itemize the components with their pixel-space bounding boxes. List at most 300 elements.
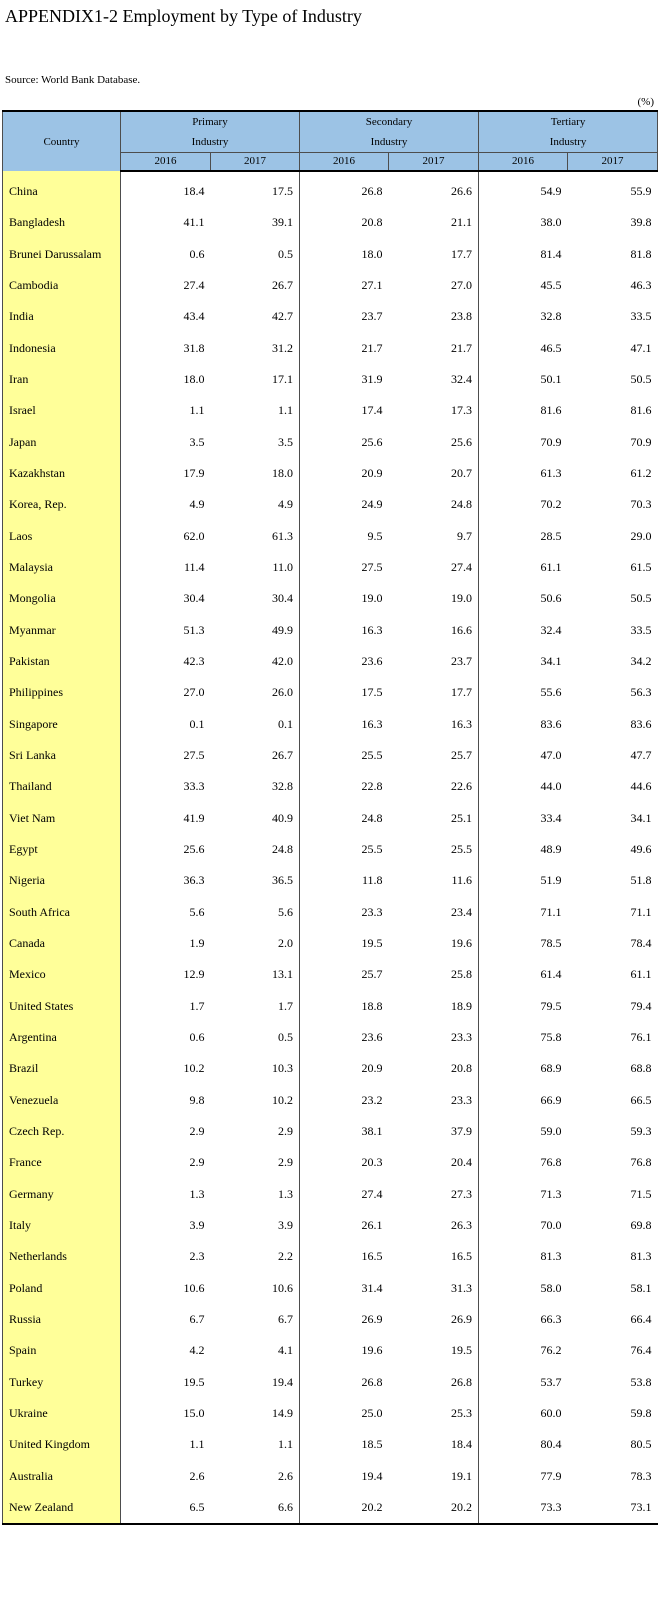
table-row (3, 1366, 658, 1397)
value-cell: 73.1 (568, 1492, 658, 1524)
value-cell: 1.1 (189, 1437, 205, 1452)
value-cell: 10.3 (211, 1053, 300, 1084)
value-cell: 46.3 (630, 278, 652, 293)
value-cell: 23.3 (389, 1085, 479, 1116)
value-cell: 31.8 (183, 340, 205, 355)
country-cell: Netherlands (3, 1241, 121, 1272)
table-row (3, 615, 658, 646)
value-cell: 33.3 (183, 779, 205, 794)
value-cell: 47.1 (630, 340, 652, 355)
value-cell: 30.4 (183, 591, 205, 606)
table-row (3, 865, 658, 896)
value-cell: 20.7 (389, 458, 479, 489)
value-cell: 25.7 (389, 740, 479, 771)
table-row (3, 1116, 658, 1147)
value-cell: 80.4 (540, 1437, 562, 1452)
value-cell: 30.4 (211, 583, 300, 614)
value-cell: 23.8 (389, 301, 479, 332)
header-secondary-line2: Industry (370, 136, 408, 148)
value-cell: 59.3 (630, 1124, 652, 1138)
value-cell: 76.1 (630, 1030, 652, 1045)
value-cell: 69.8 (630, 1217, 652, 1232)
value-cell: 81.3 (540, 1249, 562, 1264)
table-row (3, 709, 658, 740)
table-row (3, 646, 658, 677)
header-year: 2016 (121, 153, 211, 172)
value-cell: 55.9 (630, 184, 652, 199)
value-cell: 33.5 (630, 622, 652, 637)
value-cell: 68.8 (630, 1061, 652, 1076)
table-row (3, 583, 658, 614)
value-cell: 19.6 (389, 928, 479, 959)
value-cell: 0.6 (189, 1030, 205, 1045)
value-cell: 80.5 (630, 1437, 652, 1452)
country-cell: Poland (3, 1272, 121, 1303)
value-cell: 71.3 (540, 1186, 562, 1201)
header-secondary (300, 111, 479, 153)
value-cell: 18.4 (389, 1429, 479, 1460)
value-cell: 34.2 (630, 654, 652, 669)
value-cell: 25.0 (361, 1405, 383, 1420)
value-cell: 19.0 (361, 591, 383, 606)
table-row (3, 458, 658, 489)
table-row (3, 803, 658, 834)
country-cell: Japan (3, 427, 121, 458)
value-cell: 10.6 (211, 1272, 300, 1303)
value-cell: 23.6 (361, 1030, 383, 1045)
value-cell: 17.5 (361, 685, 383, 700)
value-cell: 44.6 (630, 779, 652, 794)
country-cell: United States (3, 991, 121, 1022)
value-cell: 0.6 (189, 246, 205, 261)
value-cell: 10.2 (183, 1061, 205, 1076)
value-cell: 27.5 (361, 560, 383, 575)
value-cell: 6.7 (211, 1304, 300, 1335)
value-cell: 18.0 (211, 458, 300, 489)
table-row (3, 1053, 658, 1084)
value-cell: 2.9 (211, 1116, 300, 1147)
value-cell: 50.5 (630, 591, 652, 606)
value-cell: 20.3 (361, 1155, 383, 1170)
value-cell: 31.2 (211, 333, 300, 364)
country-cell: Egypt (3, 834, 121, 865)
value-cell: 23.7 (389, 646, 479, 677)
value-cell: 1.1 (189, 403, 205, 418)
country-cell: Cambodia (3, 270, 121, 301)
country-cell: Pakistan (3, 646, 121, 677)
table-row (3, 1304, 658, 1335)
country-cell: Brazil (3, 1053, 121, 1084)
table-row (3, 1398, 658, 1429)
table-body (3, 171, 658, 1524)
value-cell: 42.7 (211, 301, 300, 332)
value-cell: 16.3 (361, 716, 383, 731)
header-country: Country (3, 111, 121, 171)
value-cell: 4.1 (211, 1335, 300, 1366)
value-cell: 18.9 (389, 991, 479, 1022)
table-row (3, 395, 658, 426)
value-cell: 44.0 (540, 779, 562, 794)
value-cell: 1.3 (211, 1179, 300, 1210)
value-cell: 19.4 (211, 1366, 300, 1397)
value-cell: 59.8 (630, 1405, 652, 1420)
value-cell: 61.3 (211, 521, 300, 552)
value-cell: 25.8 (389, 959, 479, 990)
value-cell: 42.0 (211, 646, 300, 677)
header-tertiary-line2: Industry (549, 136, 587, 148)
value-cell: 47.7 (630, 748, 652, 763)
table-row (3, 239, 658, 270)
country-cell: Germany (3, 1179, 121, 1210)
value-cell: 11.0 (211, 552, 300, 583)
country-cell: Venezuela (3, 1085, 121, 1116)
value-cell: 42.3 (183, 654, 205, 669)
value-cell: 26.7 (211, 740, 300, 771)
country-cell: Canada (3, 928, 121, 959)
value-cell: 77.9 (540, 1468, 562, 1483)
table-row (3, 1492, 658, 1524)
country-cell: Brunei Darussalam (3, 239, 121, 270)
table-row (3, 427, 658, 458)
page-title: APPENDIX1-2 Employment by Type of Industry (5, 6, 362, 26)
table-row (3, 489, 658, 520)
country-cell: Korea, Rep. (3, 489, 121, 520)
table-row (3, 1460, 658, 1491)
value-cell: 66.4 (630, 1311, 652, 1326)
country-cell: Malaysia (3, 552, 121, 583)
value-cell: 2.9 (189, 1124, 205, 1138)
value-cell: 46.5 (540, 340, 562, 355)
value-cell: 58.1 (630, 1280, 652, 1295)
value-cell: 66.5 (630, 1092, 652, 1107)
value-cell: 32.8 (211, 771, 300, 802)
value-cell: 16.3 (389, 709, 479, 740)
value-cell: 1.1 (211, 395, 300, 426)
value-cell: 13.1 (211, 959, 300, 990)
value-cell: 25.1 (389, 803, 479, 834)
table-row (3, 333, 658, 364)
value-cell: 2.6 (211, 1460, 300, 1491)
value-cell: 2.2 (211, 1241, 300, 1272)
header-tertiary-line1: Tertiary (550, 116, 586, 128)
country-cell: United Kingdom (3, 1429, 121, 1460)
value-cell: 20.2 (389, 1492, 479, 1524)
country-cell: Indonesia (3, 333, 121, 364)
value-cell: 33.5 (630, 309, 652, 324)
unit-label: (%) (637, 96, 654, 108)
value-cell: 76.4 (630, 1343, 652, 1358)
value-cell: 51.9 (540, 873, 562, 888)
value-cell: 66.3 (540, 1311, 562, 1326)
table-row (3, 552, 658, 583)
value-cell: 24.9 (361, 497, 383, 512)
value-cell: 2.6 (189, 1468, 205, 1483)
value-cell: 25.6 (361, 434, 383, 449)
value-cell: 34.1 (630, 810, 652, 825)
value-cell: 36.5 (211, 865, 300, 896)
value-cell: 55.6 (540, 685, 562, 700)
value-cell: 19.1 (389, 1460, 479, 1491)
value-cell: 11.4 (183, 560, 205, 575)
country-cell: Ukraine (3, 1398, 121, 1429)
value-cell: 22.6 (389, 771, 479, 802)
value-cell: 70.3 (630, 497, 652, 512)
table-row (3, 270, 658, 301)
value-cell: 20.8 (361, 215, 383, 230)
value-cell: 14.9 (211, 1398, 300, 1429)
value-cell: 4.9 (211, 489, 300, 520)
value-cell: 45.5 (540, 278, 562, 293)
value-cell: 73.3 (479, 1492, 568, 1524)
value-cell: 18.4 (183, 184, 205, 199)
value-cell: 2.0 (211, 928, 300, 959)
value-cell: 23.3 (389, 1022, 479, 1053)
country-cell: Italy (3, 1210, 121, 1241)
header-year: 2016 (300, 153, 389, 172)
value-cell: 62.0 (183, 528, 205, 543)
value-cell: 17.1 (211, 364, 300, 395)
value-cell: 32.8 (540, 309, 562, 324)
value-cell: 16.6 (389, 615, 479, 646)
value-cell: 19.5 (389, 1335, 479, 1366)
value-cell: 81.6 (540, 403, 562, 418)
value-cell: 1.7 (189, 998, 205, 1013)
value-cell: 50.5 (630, 372, 652, 387)
value-cell: 4.2 (189, 1343, 205, 1358)
value-cell: 34.1 (540, 654, 562, 669)
value-cell: 6.7 (189, 1311, 205, 1326)
value-cell: 40.9 (211, 803, 300, 834)
value-cell: 41.1 (183, 215, 205, 230)
table-row (3, 1022, 658, 1053)
value-cell: 18.0 (361, 246, 383, 261)
value-cell: 31.9 (361, 372, 383, 387)
value-cell: 36.3 (183, 873, 205, 888)
country-cell: Kazakhstan (3, 458, 121, 489)
table-row (3, 1179, 658, 1210)
country-cell: New Zealand (3, 1492, 121, 1524)
country-cell: Bangladesh (3, 207, 121, 238)
value-cell: 26.6 (389, 171, 479, 207)
country-cell: China (3, 171, 121, 207)
country-cell: Czech Rep. (3, 1116, 121, 1147)
table-row (3, 897, 658, 928)
value-cell: 22.8 (361, 779, 383, 794)
value-cell: 59.0 (540, 1124, 562, 1138)
table-row (3, 364, 658, 395)
value-cell: 3.5 (189, 434, 205, 449)
value-cell: 0.1 (189, 716, 205, 731)
value-cell: 9.5 (367, 528, 383, 543)
value-cell: 23.7 (361, 309, 383, 324)
value-cell: 11.8 (361, 873, 383, 888)
value-cell: 0.5 (211, 1022, 300, 1053)
value-cell: 26.3 (389, 1210, 479, 1241)
value-cell: 17.7 (389, 677, 479, 708)
country-cell: Russia (3, 1304, 121, 1335)
table-row (3, 1147, 658, 1178)
value-cell: 19.0 (389, 583, 479, 614)
value-cell: 23.4 (389, 897, 479, 928)
value-cell: 78.5 (540, 936, 562, 951)
value-cell: 21.1 (389, 207, 479, 238)
value-cell: 17.5 (211, 171, 300, 207)
value-cell: 41.9 (183, 810, 205, 825)
value-cell: 26.8 (361, 184, 383, 199)
country-cell: South Africa (3, 897, 121, 928)
country-cell: Argentina (3, 1022, 121, 1053)
value-cell: 68.9 (540, 1061, 562, 1076)
country-cell: Turkey (3, 1366, 121, 1397)
value-cell: 27.4 (183, 278, 205, 293)
value-cell: 17.3 (389, 395, 479, 426)
country-cell: India (3, 301, 121, 332)
table-row (3, 928, 658, 959)
table-row (3, 1241, 658, 1272)
value-cell: 71.1 (630, 904, 652, 919)
country-cell: Sri Lanka (3, 740, 121, 771)
value-cell: 26.0 (211, 677, 300, 708)
value-cell: 25.3 (389, 1398, 479, 1429)
value-cell: 81.8 (630, 246, 652, 261)
value-cell: 3.9 (189, 1217, 205, 1232)
value-cell: 83.6 (540, 716, 562, 731)
table-row (3, 207, 658, 238)
table-row (3, 834, 658, 865)
header-primary-line1: Primary (192, 116, 228, 128)
value-cell: 83.6 (630, 716, 652, 731)
value-cell: 38.1 (361, 1124, 383, 1138)
value-cell: 28.5 (540, 528, 562, 543)
value-cell: 61.2 (630, 466, 652, 481)
value-cell: 60.0 (540, 1405, 562, 1420)
value-cell: 24.8 (211, 834, 300, 865)
value-cell: 18.5 (361, 1437, 383, 1452)
value-cell: 50.1 (540, 372, 562, 387)
value-cell: 2.9 (189, 1155, 205, 1170)
value-cell: 25.5 (361, 842, 383, 857)
value-cell: 47.0 (540, 748, 562, 763)
table-row (3, 171, 658, 207)
value-cell: 20.4 (389, 1147, 479, 1178)
value-cell: 16.5 (361, 1249, 383, 1264)
value-cell: 20.8 (389, 1053, 479, 1084)
value-cell: 32.4 (389, 364, 479, 395)
value-cell: 58.0 (540, 1280, 562, 1295)
value-cell: 23.3 (361, 904, 383, 919)
value-cell: 53.7 (540, 1374, 562, 1389)
value-cell: 19.6 (361, 1343, 383, 1358)
value-cell: 54.9 (540, 184, 562, 199)
country-cell: Philippines (3, 677, 121, 708)
value-cell: 12.9 (183, 967, 205, 982)
table-row (3, 959, 658, 990)
header-year: 2017 (389, 153, 479, 172)
table-row (3, 677, 658, 708)
country-cell: Nigeria (3, 865, 121, 896)
value-cell: 76.8 (540, 1155, 562, 1170)
table-row (3, 1272, 658, 1303)
country-cell: Myanmar (3, 615, 121, 646)
table-row (3, 740, 658, 771)
value-cell: 70.0 (540, 1217, 562, 1232)
value-cell: 70.2 (540, 497, 562, 512)
value-cell: 27.1 (361, 278, 383, 293)
value-cell: 19.5 (183, 1374, 205, 1389)
value-cell: 10.2 (211, 1085, 300, 1116)
country-cell: Spain (3, 1335, 121, 1366)
source-note: Source: World Bank Database. (5, 74, 141, 86)
value-cell: 78.3 (630, 1468, 652, 1483)
value-cell: 3.5 (211, 427, 300, 458)
value-cell: 9.8 (189, 1092, 205, 1107)
value-cell: 70.9 (540, 434, 562, 449)
country-cell: Singapore (3, 709, 121, 740)
table-row (3, 1210, 658, 1241)
header-primary-line2: Industry (191, 136, 229, 148)
value-cell: 19.4 (361, 1468, 383, 1483)
value-cell: 25.6 (183, 842, 205, 857)
country-cell: Australia (3, 1460, 121, 1491)
value-cell: 24.8 (389, 489, 479, 520)
value-cell: 3.9 (211, 1210, 300, 1241)
value-cell: 49.9 (211, 615, 300, 646)
value-cell: 81.4 (540, 246, 562, 261)
value-cell: 27.4 (361, 1186, 383, 1201)
value-cell: 0.1 (211, 709, 300, 740)
table-row (3, 991, 658, 1022)
value-cell: 27.3 (389, 1179, 479, 1210)
value-cell: 79.4 (630, 998, 652, 1013)
value-cell: 27.0 (183, 685, 205, 700)
employment-table (2, 110, 658, 1525)
value-cell: 17.9 (183, 466, 205, 481)
value-cell: 6.5 (121, 1492, 211, 1524)
country-cell: Laos (3, 521, 121, 552)
value-cell: 43.4 (183, 309, 205, 324)
value-cell: 25.6 (389, 427, 479, 458)
country-cell: Mexico (3, 959, 121, 990)
value-cell: 66.9 (540, 1092, 562, 1107)
value-cell: 81.6 (630, 403, 652, 418)
value-cell: 2.3 (189, 1249, 205, 1264)
value-cell: 56.3 (630, 685, 652, 700)
value-cell: 25.5 (389, 834, 479, 865)
value-cell: 51.3 (183, 622, 205, 637)
value-cell: 24.8 (361, 810, 383, 825)
value-cell: 17.7 (389, 239, 479, 270)
value-cell: 37.9 (389, 1116, 479, 1147)
value-cell: 50.6 (540, 591, 562, 606)
value-cell: 5.6 (189, 904, 205, 919)
value-cell: 71.5 (630, 1186, 652, 1201)
country-cell: Mongolia (3, 583, 121, 614)
country-cell: Viet Nam (3, 803, 121, 834)
value-cell: 79.5 (540, 998, 562, 1013)
country-cell: Thailand (3, 771, 121, 802)
value-cell: 26.7 (211, 270, 300, 301)
value-cell: 15.0 (183, 1405, 205, 1420)
value-cell: 20.9 (361, 1061, 383, 1076)
value-cell: 20.9 (361, 466, 383, 481)
value-cell: 76.8 (630, 1155, 652, 1170)
header-primary (121, 111, 300, 153)
table-row (3, 1335, 658, 1366)
value-cell: 27.0 (389, 270, 479, 301)
value-cell: 51.8 (630, 873, 652, 888)
country-cell: Israel (3, 395, 121, 426)
value-cell: 4.9 (189, 497, 205, 512)
